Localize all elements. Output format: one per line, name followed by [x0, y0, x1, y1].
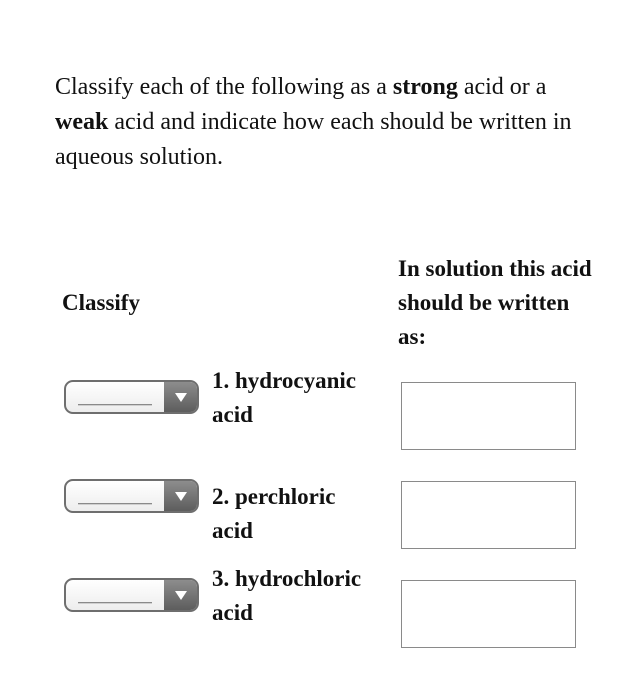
- solution-header: In solution this acid should be written as:: [398, 256, 592, 349]
- dropdown-selected-value: [78, 404, 152, 406]
- acid-label-1: 1. hydrocyanic acid: [212, 368, 356, 427]
- dropdown-selected-value: [78, 503, 152, 505]
- classify-dropdown-3[interactable]: [64, 578, 199, 612]
- prompt-strong: strong: [392, 74, 458, 100]
- question-prompt: [55, 70, 600, 175]
- chevron-down-icon: [175, 591, 187, 600]
- classify-dropdown-2[interactable]: [64, 479, 199, 513]
- dropdown-button[interactable]: [164, 580, 197, 610]
- acid-label-2: 2. perchloric acid: [212, 484, 336, 543]
- prompt-weak: weak: [55, 109, 109, 135]
- chevron-down-icon: [175, 492, 187, 501]
- answer-input-2[interactable]: [401, 481, 576, 549]
- classify-dropdown-1[interactable]: [64, 380, 199, 414]
- dropdown-button[interactable]: [164, 481, 197, 511]
- dropdown-selected-value: [78, 602, 152, 604]
- classify-header: Classify: [62, 290, 140, 315]
- acid-label-3: 3. hydrochloric acid: [212, 566, 362, 625]
- answer-input-1[interactable]: [401, 382, 576, 450]
- prompt-text: acid and indicate how each should be written in aqueous solution.: [55, 109, 572, 170]
- prompt-text: Classify each of the following as a: [55, 74, 393, 100]
- dropdown-button[interactable]: [164, 382, 197, 412]
- answer-input-3[interactable]: [401, 580, 576, 648]
- prompt-text: acid or a: [457, 74, 547, 100]
- chevron-down-icon: [175, 393, 187, 402]
